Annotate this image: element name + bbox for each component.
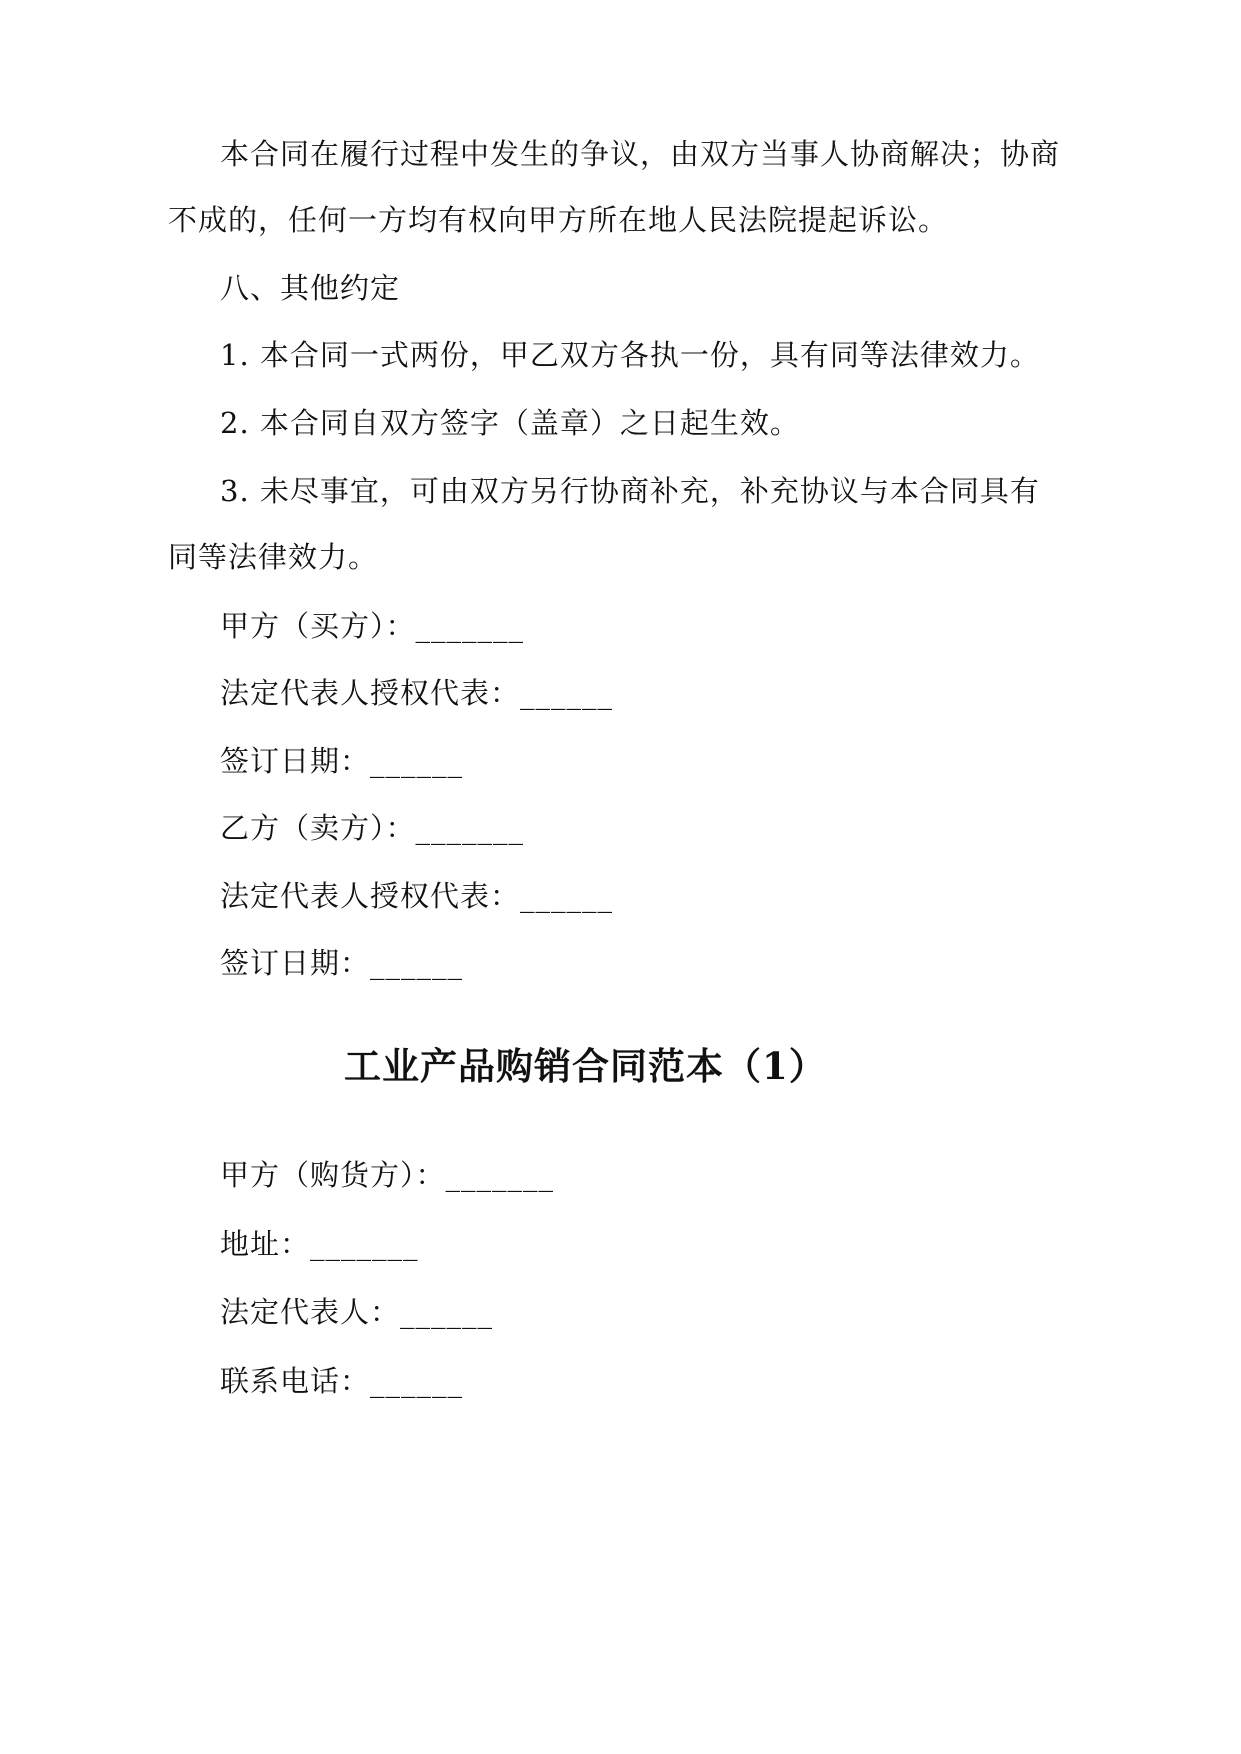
dispute-paragraph-line-1: 本合同在履行过程中发生的争议，由双方当事人协商解决；协商 bbox=[220, 137, 1061, 171]
signature-party-a-representative: 法定代表人授权代表：______ bbox=[220, 676, 614, 710]
clause-1: 1. 本合同一式两份，甲乙双方各执一份，具有同等法律效力。 bbox=[220, 338, 1040, 372]
signature-party-b-date: 签订日期：______ bbox=[220, 946, 464, 980]
signature-party-b-representative: 法定代表人授权代表：______ bbox=[220, 879, 614, 913]
party-info-phone: 联系电话：______ bbox=[220, 1364, 464, 1398]
party-info-legal-representative: 法定代表人：______ bbox=[220, 1295, 494, 1329]
signature-party-a-date: 签订日期：______ bbox=[220, 744, 464, 778]
party-info-address: 地址：_______ bbox=[220, 1227, 419, 1261]
clause-3-line-1: 3. 未尽事宜，可由双方另行协商补充，补充协议与本合同具有 bbox=[220, 474, 1040, 508]
signature-party-b: 乙方（卖方）：_______ bbox=[220, 811, 525, 845]
party-info-buyer: 甲方（购货方）：_______ bbox=[220, 1158, 555, 1192]
clause-3-line-2: 同等法律效力。 bbox=[168, 540, 379, 574]
clause-2: 2. 本合同自双方签字（盖章）之日起生效。 bbox=[220, 406, 800, 440]
dispute-paragraph-line-2: 不成的，任何一方均有权向甲方所在地人民法院提起诉讼。 bbox=[168, 203, 949, 237]
section-heading-other-terms: 八、其他约定 bbox=[220, 271, 401, 305]
contract-title: 工业产品购销合同范本（1） bbox=[344, 1044, 827, 1088]
signature-party-a: 甲方（买方）：_______ bbox=[220, 609, 525, 643]
